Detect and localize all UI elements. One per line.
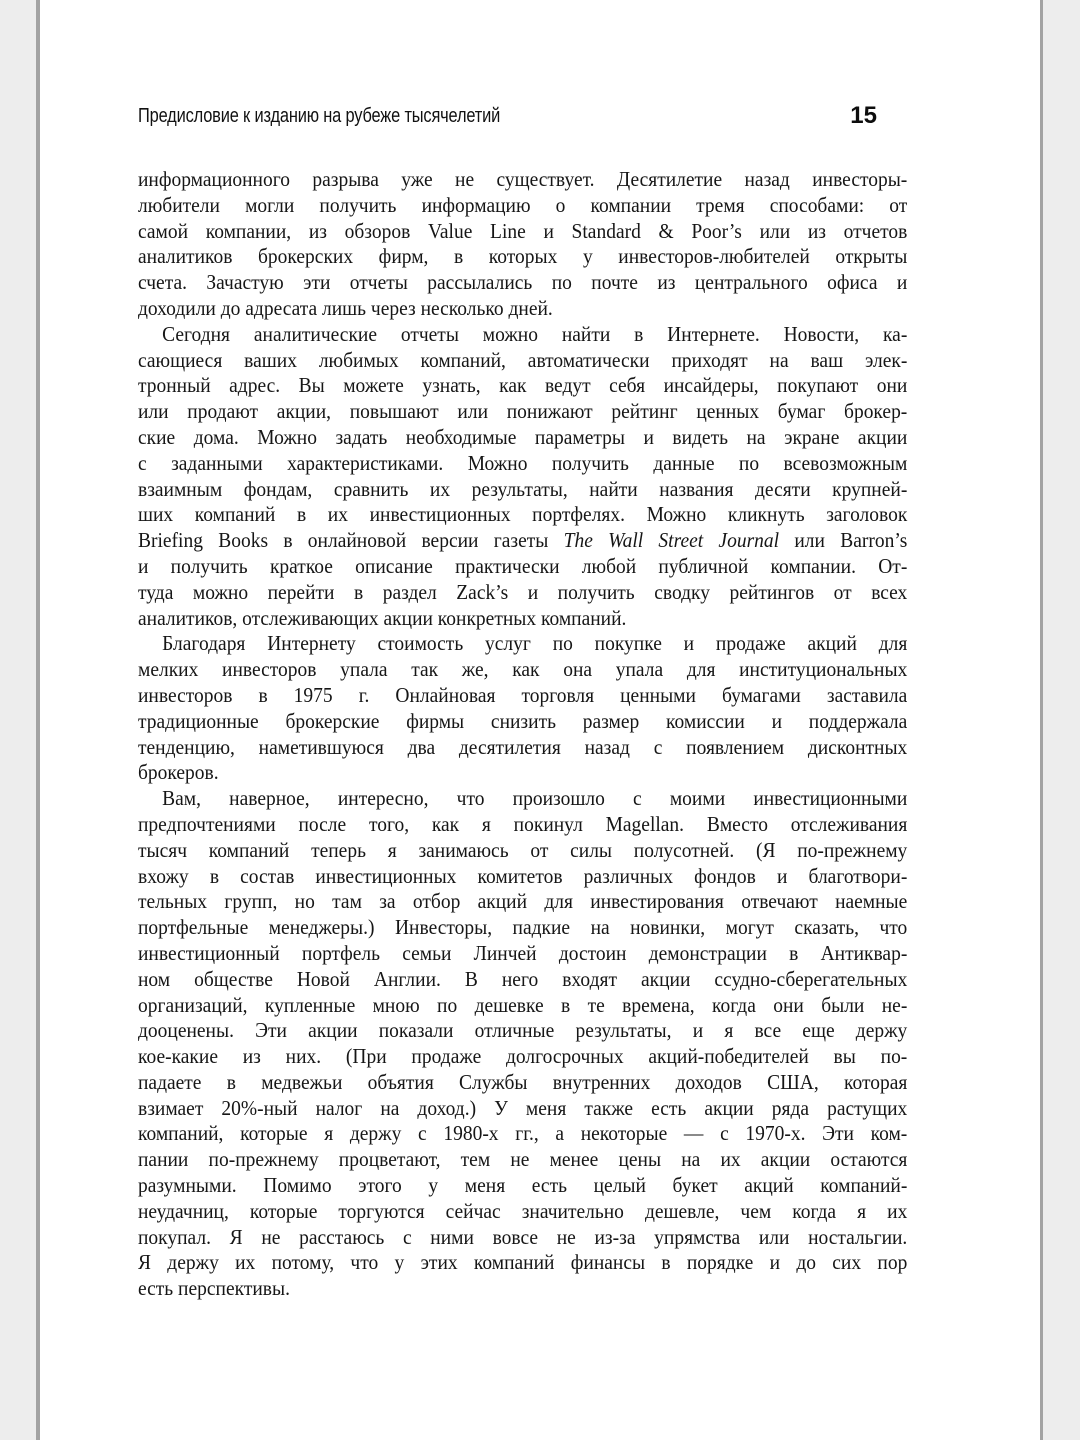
text-line (138, 528, 907, 554)
paragraph (138, 631, 907, 786)
body-text (138, 167, 907, 1302)
text-line: ские дома. Можно задать необходимые параметры и видеть на экране акции (138, 424, 908, 449)
text-line: сающиеся ваших любимых компаний, автоматически приходят на ваш элек- (138, 347, 908, 372)
text-line: счета. Зачастую эти отчеты рассылались по почте из центрального офиса и (138, 270, 908, 295)
italic-text-run: The Wall Street Journal (563, 528, 780, 553)
text-line: Я держу их потому, что у этих компаний финансы в порядке и до сих пор (138, 1250, 908, 1275)
text-line: самой компании, из обзоров Value Line и Standard & Poor’s или из отчетов (138, 218, 908, 243)
text-line: брокеров. (138, 760, 219, 785)
text-line: традиционные брокерские фирмы снизить размер комиссии и поддержала (138, 708, 908, 733)
text-line: с заданными характеристиками. Можно получить данные по всевозможным (138, 450, 908, 475)
text-line: неудачниц, которые торгуются сейчас значительно дешевле, чем когда я их (138, 1198, 908, 1223)
page-header (138, 103, 907, 130)
text-line: кое-какие из них. (При продаже долгосрочных акций-победителей вы по- (138, 1044, 908, 1069)
text-line: аналитиков, отслеживающих акции конкретных компаний. (138, 605, 627, 630)
text-line: дооценены. Эти акции показали отличные результаты, и я все еще держу (138, 1018, 908, 1043)
book-page (36, 0, 1043, 1440)
text-line: взаимным фондам, сравнить их результаты, найти названия десяти крупней- (138, 476, 908, 501)
text-line: любители могли получить информацию о компании тремя способами: от (138, 192, 908, 217)
text-line: тельных групп, но там за отбор акций для инвестирования отвечают наемные (138, 889, 908, 914)
text-line: падаете в медвежьи объятия Службы внутренних доходов США, которая (138, 1069, 908, 1094)
text-line: туда можно перейти в раздел Zack’s и получить сводку рейтингов от всех (138, 579, 908, 604)
text-line: информационного разрыва уже не существует. Десятилетие назад инвесторы- (138, 167, 908, 191)
text-line: Благодаря Интернету стоимость услуг по покупке и продаже акций для (162, 631, 908, 656)
text-line: пании по-прежнему процветают, тем не менее цены на их акции остаются (138, 1147, 908, 1172)
text-line: тронный адрес. Вы можете узнать, как ведут себя инсайдеры, покупают они (138, 373, 908, 398)
paragraph (138, 167, 907, 322)
text-line: инвесторов в 1975 г. Онлайновая торговля ценными бумагами заставила (138, 682, 908, 707)
text-line: разумными. Помимо этого у меня есть целый букет акций компаний- (138, 1173, 908, 1198)
text-line: покупал. Я не расстаюсь с ними вовсе не из-за упрямства или ностальгии. (138, 1224, 908, 1249)
text-line: компаний, которые я держу с 1980-х гг., а некоторые — с 1970-х. Эти ком- (138, 1121, 908, 1146)
text-run: Briefing Books в онлайновой версии газеты (138, 528, 564, 553)
text-line: инвестиционный портфель семьи Линчей достоин демонстрации в Антиквар- (138, 940, 908, 965)
text-line: доходили до адресата лишь через несколько дней. (138, 295, 553, 320)
text-line: Вам, наверное, интересно, что произошло с моими инвестиционными (162, 786, 908, 811)
text-line: ших компаний в их инвестиционных портфелях. Можно кликнуть заголовок (138, 502, 908, 527)
text-line: или продают акции, повышают или понижают рейтинг ценных бумаг брокер- (138, 399, 908, 424)
text-line: Сегодня аналитические отчеты можно найти в Интернете. Новости, ка- (162, 321, 908, 346)
text-run: или Barron’s (779, 528, 908, 553)
text-line: аналитиков брокерских фирм, в которых у инвесторов-любителей открыты (138, 244, 908, 269)
text-line: мелких инвесторов упала так же, как она упала для институциональных (138, 657, 908, 682)
text-line: взимает 20%-ный налог на доход.) У меня также есть акции ряда растущих (138, 1095, 908, 1120)
paragraph (138, 322, 907, 632)
paragraph (138, 786, 907, 1302)
text-line: организаций, купленные мною по дешевке в те времена, когда они были не- (138, 992, 908, 1017)
text-line: и получить краткое описание практически любой публичной компании. От- (138, 553, 908, 578)
running-title: Предисловие к изданию на рубеже тысячелетий (138, 105, 501, 127)
text-line: ном обществе Новой Англии. В него входят акции ссудно-сберегательных (138, 966, 908, 991)
text-line: вхожу в состав инвестиционных комитетов различных фондов и благотвори- (138, 863, 908, 888)
text-line: тенденцию, наметившуюся два десятилетия назад с появлением дисконтных (138, 734, 908, 759)
text-line: предпочтениями после того, как я покинул Magellan. Вместо отслеживания (138, 811, 908, 836)
text-line: тысяч компаний теперь я занимаюсь от силы полусотней. (Я по-прежнему (138, 837, 908, 862)
text-line: есть перспективы. (138, 1276, 290, 1301)
text-line: портфельные менеджеры.) Инвесторы, падкие на новинки, могут сказать, что (138, 915, 908, 940)
page-number: 15 (850, 102, 877, 129)
